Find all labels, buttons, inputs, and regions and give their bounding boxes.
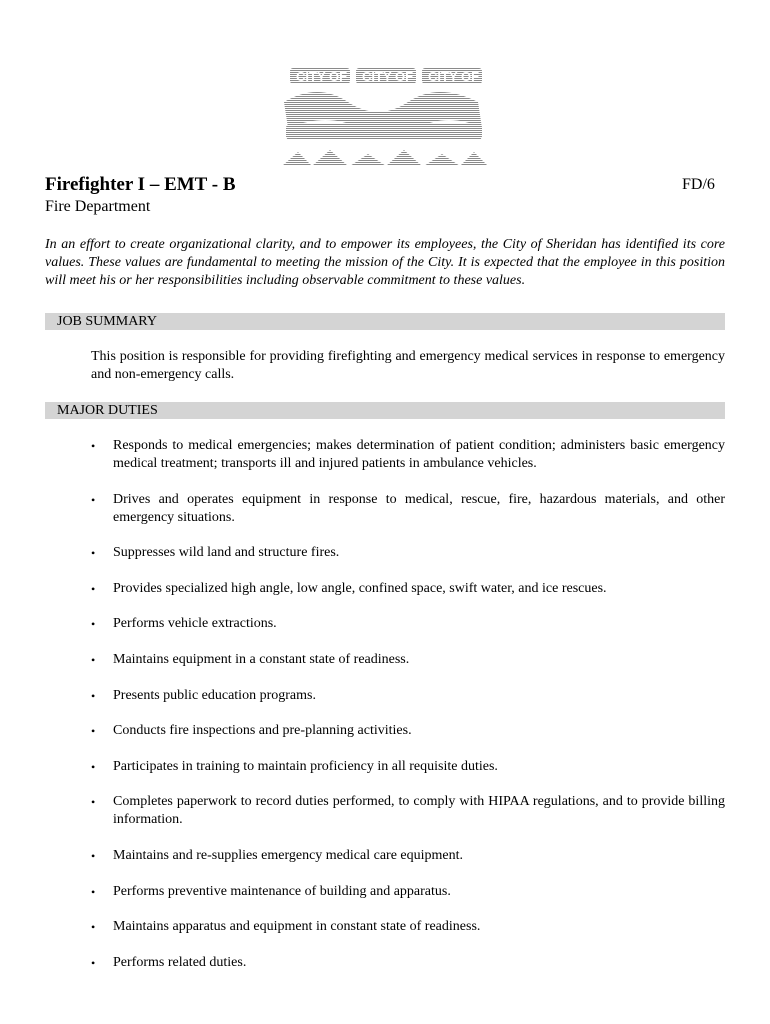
duty-text: Performs preventive maintenance of building and apparatus. — [113, 883, 451, 899]
bullet-icon: • — [91, 920, 96, 935]
duty-item — [91, 580, 725, 598]
duty-item — [91, 544, 725, 562]
bullet-icon: • — [91, 759, 96, 774]
duty-text: Completes paperwork to record duties performed, to comply with HIPAA regulations, and to provide billing information. — [113, 794, 725, 828]
bullet-icon: • — [91, 724, 96, 739]
bullet-icon: • — [91, 492, 96, 507]
bullet-icon: • — [91, 884, 96, 899]
duty-text: Provides specialized high angle, low angle, confined space, swift water, and ice rescues. — [113, 580, 607, 596]
bullet-icon: • — [91, 581, 96, 596]
duty-item — [91, 615, 725, 633]
duty-item — [91, 758, 725, 776]
major-duties-heading: MAJOR DUTIES — [45, 402, 725, 419]
duty-text: Participates in training to maintain proficiency in all requisite duties. — [113, 758, 498, 774]
job-title: Firefighter I – EMT - B — [45, 174, 236, 195]
duty-item — [91, 883, 725, 901]
duty-item — [91, 722, 725, 740]
job-summary-heading: JOB SUMMARY — [45, 313, 725, 330]
duty-item — [91, 437, 725, 473]
duty-item — [91, 918, 725, 936]
bullet-icon: • — [91, 546, 96, 561]
duty-text: Responds to medical emergencies; makes determination of patient condition; administers basic emergency medical treatment; transports ill and injured patients in ambulance vehicles. — [113, 438, 725, 471]
bullet-icon: • — [91, 617, 96, 632]
department-name: Fire Department — [45, 198, 151, 215]
duty-text: Performs related duties. — [113, 954, 247, 970]
bullet-icon: • — [91, 795, 96, 810]
duty-text: Maintains equipment in a constant state of readiness. — [113, 651, 410, 667]
duty-text: Conducts fire inspections and pre-planning activities. — [113, 723, 412, 739]
core-values-intro: In an effort to create organizational clarity, and to empower its employees, the City of Sheridan has identified its core values. These values are fundamental to meeting the mission of the City. It is expected that the employee in this position will meet his or her responsibilities including observable commitment to these values. — [45, 237, 725, 288]
duty-text: Presents public education programs. — [113, 687, 316, 703]
bullet-icon: • — [91, 652, 96, 667]
duty-text: Drives and operates equipment in response to medical, rescue, fire, hazardous materials, and other emergency situations. — [113, 491, 725, 525]
job-summary-text: This position is responsible for providing firefighting and emergency medical services in response to emergency and non-emergency calls. — [91, 349, 725, 382]
bullet-icon: • — [91, 688, 96, 703]
duty-item — [91, 651, 725, 669]
duty-text: Maintains and re-supplies emergency medical care equipment. — [113, 847, 463, 863]
duty-item — [91, 793, 725, 829]
svg-text:CITY OF: CITY OF — [362, 69, 414, 84]
duty-text: Maintains apparatus and equipment in constant state of readiness. — [113, 919, 481, 935]
duty-text: Suppresses wild land and structure fires. — [113, 545, 340, 561]
duty-item — [91, 687, 725, 705]
bullet-icon: • — [91, 439, 96, 453]
duty-item — [91, 491, 725, 527]
duty-item — [91, 954, 725, 972]
bullet-icon: • — [91, 955, 96, 970]
svg-text:CITY OF: CITY OF — [428, 69, 480, 84]
svg-text:CITY OF: CITY OF — [296, 69, 348, 84]
city-logo — [278, 62, 492, 172]
position-code: FD/6 — [682, 176, 715, 193]
major-duties-list — [91, 437, 725, 989]
duty-text: Performs vehicle extractions. — [113, 616, 277, 632]
duty-item — [91, 847, 725, 865]
bullet-icon: • — [91, 848, 96, 863]
